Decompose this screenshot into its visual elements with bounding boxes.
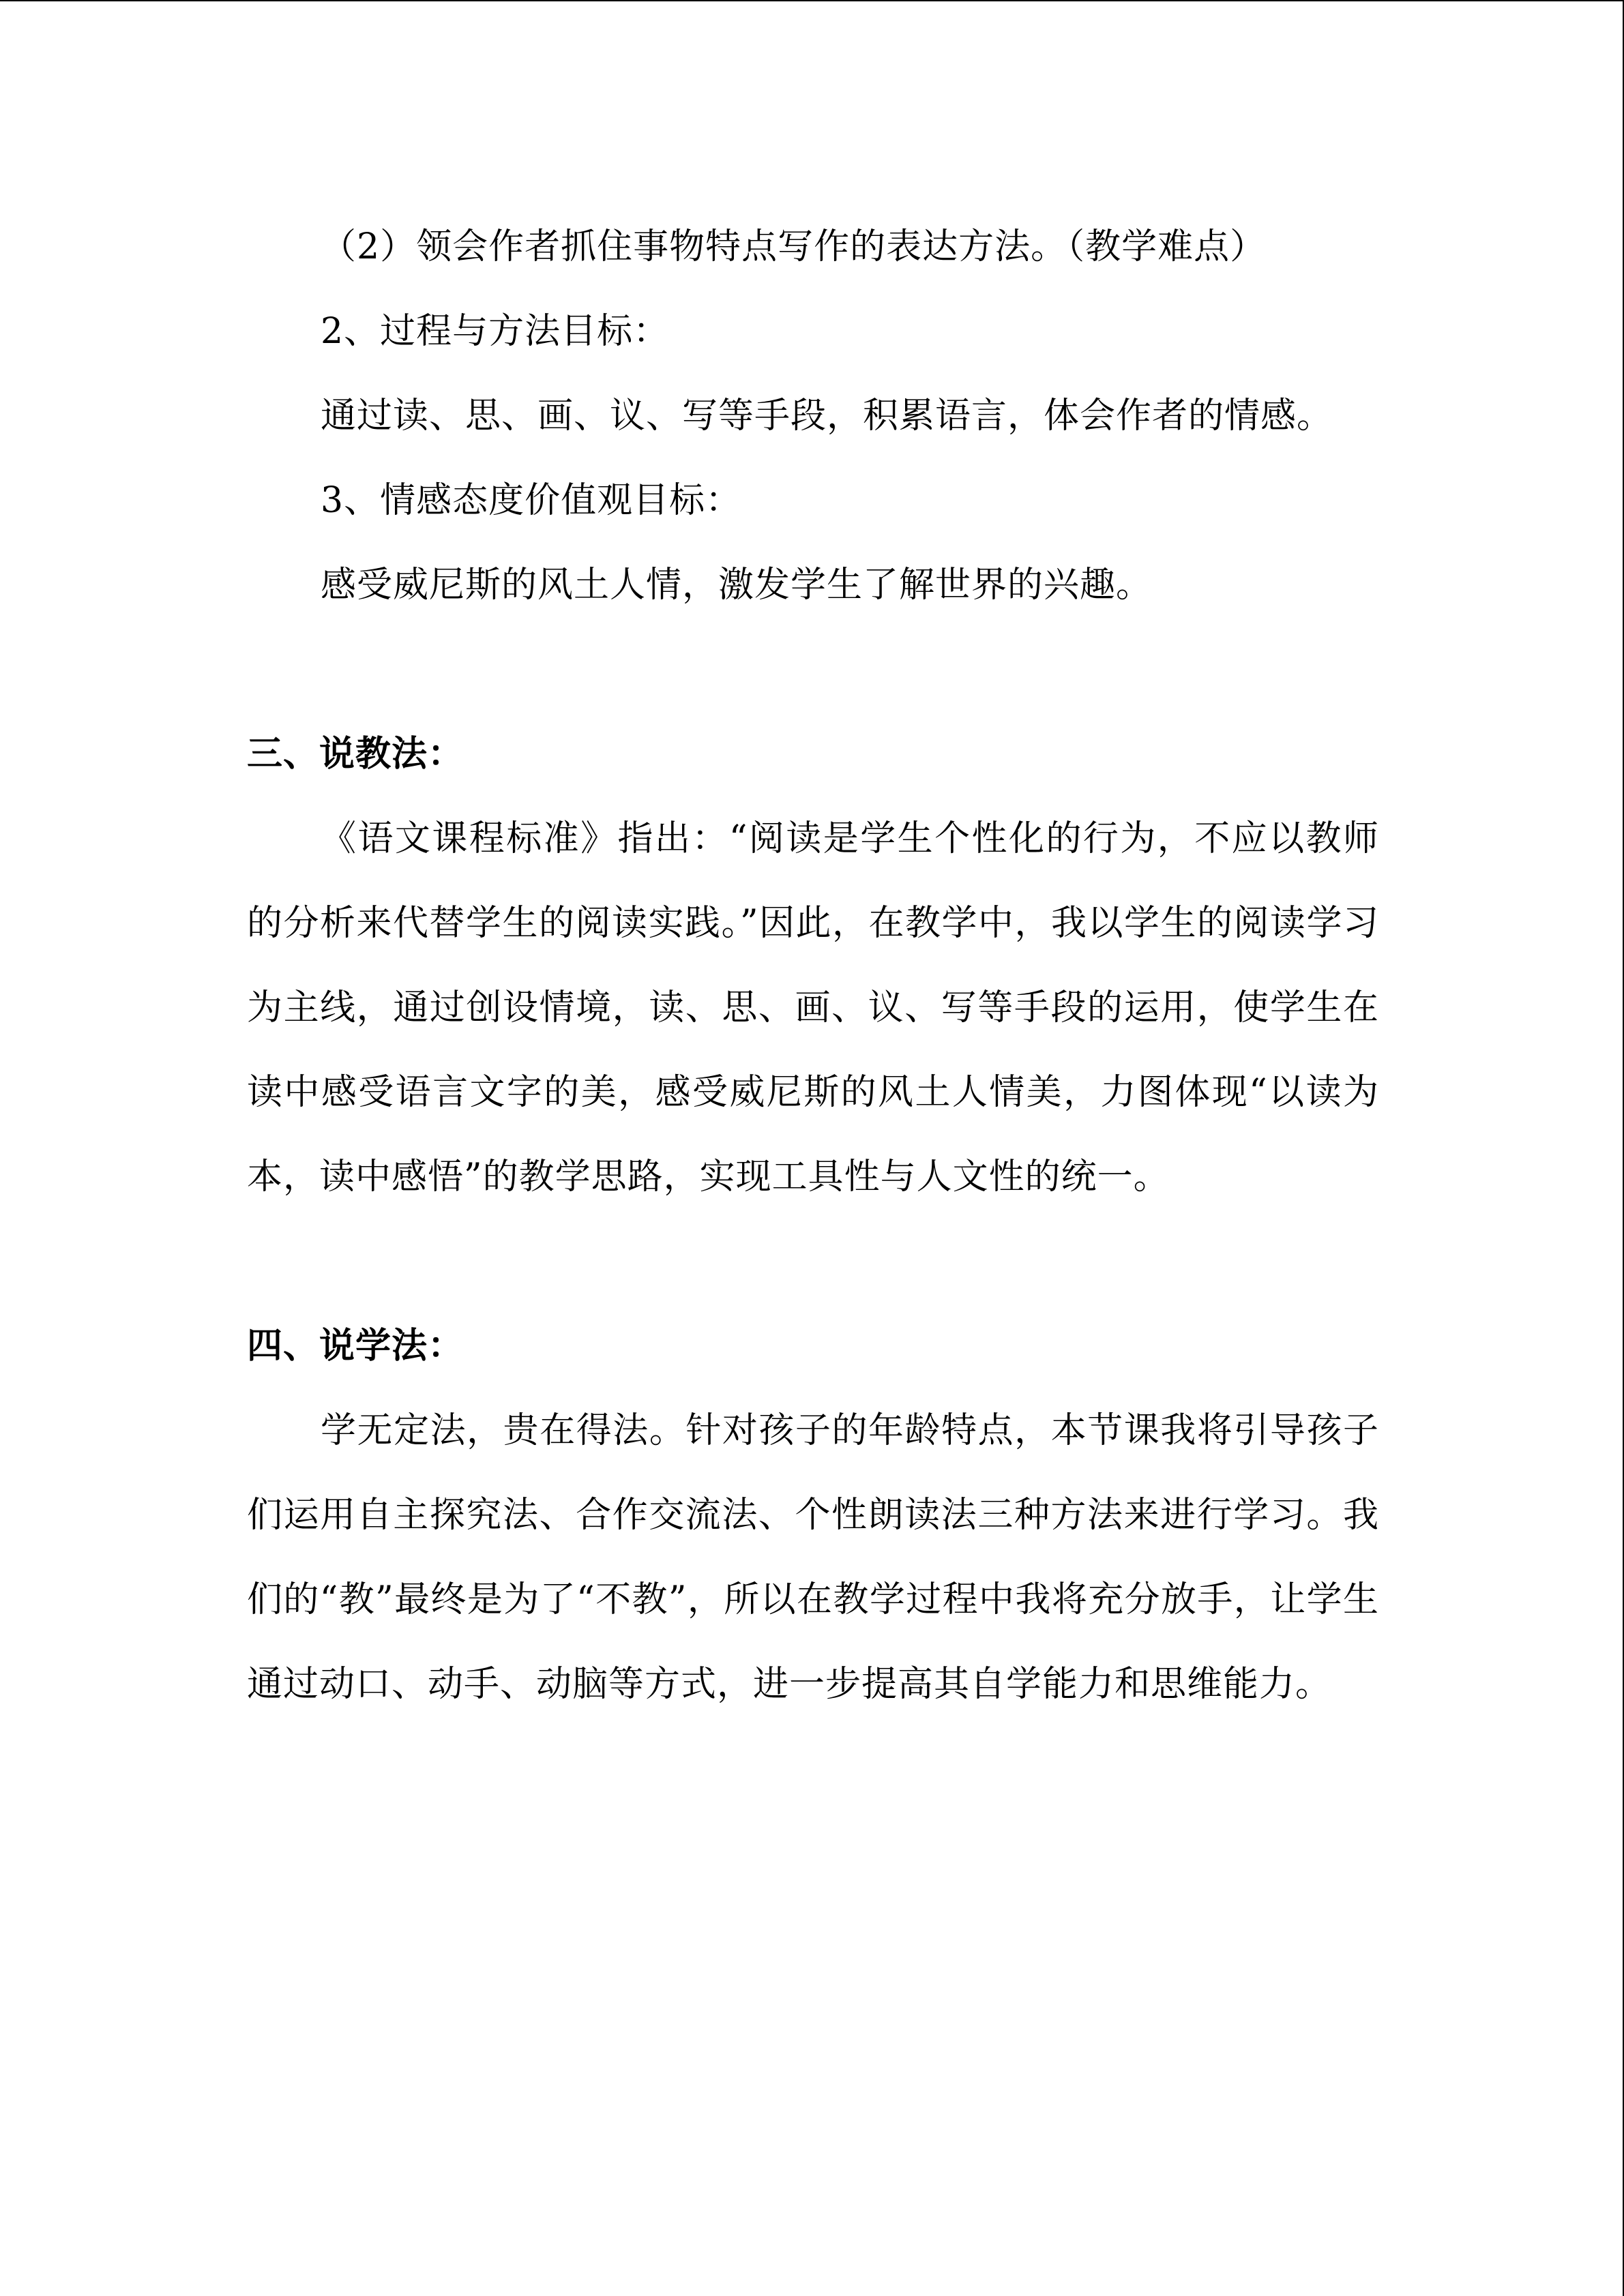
section-spacer: [247, 1219, 1379, 1304]
process-method-heading: 2、过程与方法目标：: [321, 311, 670, 352]
section-spacer: [247, 627, 1379, 712]
emotion-goal-heading: 3、情感态度价值观目标：: [321, 480, 742, 521]
emotion-goal-text: 感受威尼斯的风土人情，激发学生了解世界的兴趣。: [321, 565, 1153, 606]
objective-item-2: （2）领会作者抓住事物特点写作的表达方法。（教学难点）: [321, 226, 1267, 267]
teaching-method-heading: 三、说教法：: [247, 733, 464, 775]
learning-method-body: 学无定法，贵在得法。针对孩子的年龄特点，本节课我将引导孩子们运用自主探究法、合作交流法、个性朗读法三种方法来进行学习。我们的“教”最终是为了“不教”，所以在教学过程中我将充分放手，让学生通过动口、动手、动脑等方式，进一步提高其自学能力和思维能力。: [247, 1410, 1379, 1705]
teaching-method-body: 《语文课程标准》指出：“阅读是学生个性化的行为，不应以教师的分析来代替学生的阅读实践。”因此，在教学中，我以学生的阅读学习为主线，通过创设情境，读、思、画、议、写等手段的运用，使学生在读中感受语言文字的美，感受威尼斯的风土人情美，力图体现“以读为本，读中感悟”的教学思路，实现工具性与人文性的统一。: [247, 818, 1379, 1197]
process-method-text: 通过读、思、画、议、写等手段，积累语言，体会作者的情感。: [321, 396, 1333, 436]
document-page: [247, 205, 1379, 1727]
learning-method-heading: 四、说学法：: [247, 1325, 464, 1367]
page-top-border: [0, 0, 1623, 1]
